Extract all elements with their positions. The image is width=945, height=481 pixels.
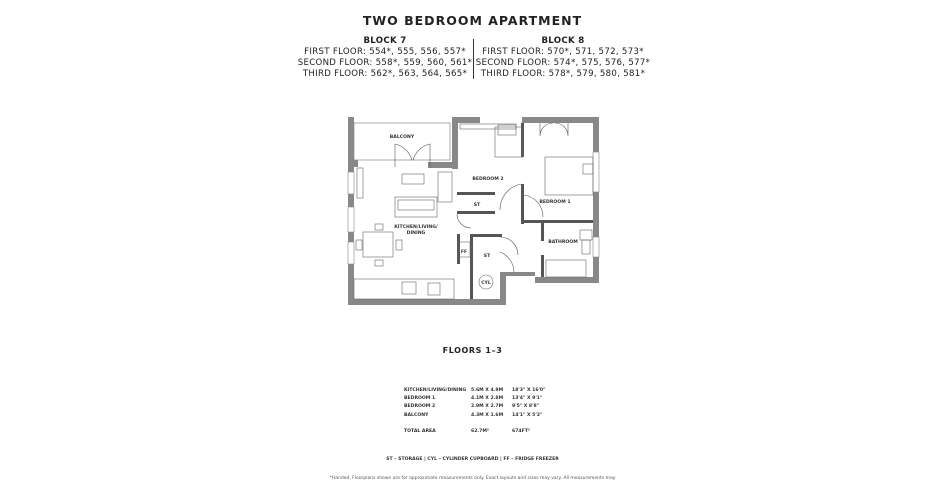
total-label: TOTAL AREA <box>404 428 436 434</box>
room-label-balcony: BALCONY <box>389 135 415 140</box>
room-label-storage: ST <box>483 254 491 259</box>
room-label-fridge-freezer: FF <box>460 250 468 255</box>
floor-line: THIRD FLOOR: 562*, 563, 564, 565* <box>302 69 468 79</box>
doors <box>395 123 571 272</box>
imperial-size: 18'3" X 16'0" <box>512 387 546 393</box>
imperial-size: 13'4" X 9'1" <box>512 395 543 401</box>
imperial-size: 9'5" X 8'8" <box>512 404 540 410</box>
page-title: TWO BEDROOM APARTMENT <box>362 13 583 28</box>
floor-line: FIRST FLOOR: 554*, 555, 556, 557* <box>304 47 466 57</box>
block-8-info <box>453 36 673 80</box>
imperial-size: 14'1" X 5'2" <box>512 412 543 418</box>
table-row <box>404 411 546 419</box>
room-label-bedroom-2: BEDROOM 2 <box>472 177 504 182</box>
block-heading: BLOCK 7 <box>363 36 407 46</box>
room-name: BALCONY <box>404 412 429 418</box>
metric-size: 5.6M X 4.9M <box>471 387 504 393</box>
floor-plan <box>340 112 605 312</box>
room-label-bathroom: BATHROOM <box>548 240 578 245</box>
metric-size: 4.3M X 1.6M <box>471 412 504 418</box>
room-name: KITCHEN/LIVING/DINING <box>404 387 467 393</box>
windows <box>348 152 599 264</box>
table-spacer-row <box>404 419 546 427</box>
floor-line: SECOND FLOOR: 574*, 575, 576, 577* <box>475 58 651 68</box>
total-row <box>404 427 546 435</box>
metric-size: 4.1M X 2.8M <box>471 395 504 401</box>
floor-line: THIRD FLOOR: 578*, 579, 580, 581* <box>480 69 646 79</box>
floors-label: FLOORS 1–3 <box>442 346 503 355</box>
table-row <box>404 386 546 394</box>
floor-line: FIRST FLOOR: 570*, 571, 572, 573* <box>482 47 644 57</box>
balcony-area <box>354 123 450 160</box>
room-label-cylinder: CYL <box>481 281 491 286</box>
table-row <box>404 403 546 411</box>
table-row <box>404 394 546 402</box>
total-metric: 62.7M² <box>471 428 489 434</box>
abbreviation-legend: ST – STORAGE | CYL – CYLINDER CUPBOARD | FF – FRIDGE FREEZER <box>386 457 559 462</box>
metric-size: 2.9M X 2.7M <box>471 404 504 410</box>
room-label-kitchen: DINING <box>406 231 426 236</box>
block-heading: BLOCK 8 <box>541 36 585 46</box>
room-label-kitchen: KITCHEN/LIVING/ <box>394 225 438 230</box>
room-name: BEDROOM 2 <box>404 404 436 410</box>
dimensions-table <box>404 386 546 435</box>
room-label-bedroom-1: BEDROOM 1 <box>539 200 571 205</box>
floor-line: SECOND FLOOR: 558*, 559, 560, 561* <box>297 58 473 68</box>
room-name: BEDROOM 1 <box>404 395 436 401</box>
disclaimer: *Handed. Floorplans shown are for approximate measurements only. Exact layouts and sizes may vary. All measurements may <box>329 476 616 481</box>
total-imperial: 674FT² <box>512 428 530 434</box>
room-label-storage: ST <box>473 203 481 208</box>
